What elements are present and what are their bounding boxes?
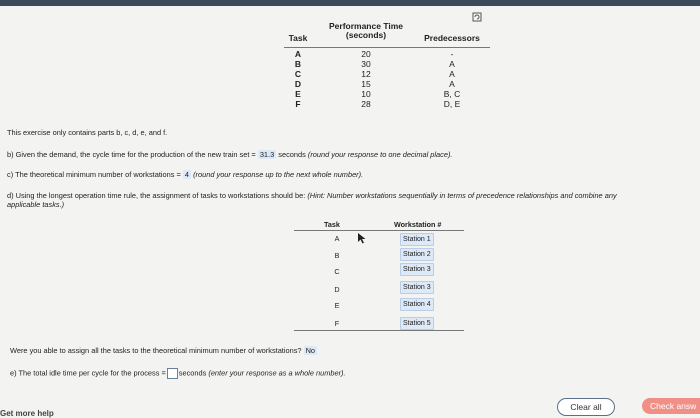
table-cell: D (294, 79, 302, 89)
table-cell: A (449, 69, 455, 79)
table-cell: B (294, 59, 302, 69)
station-select[interactable]: Station 5 (400, 317, 434, 330)
part-c: c) The theoretical minimum number of workstations = 4 (round your response up to the next whole number). (7, 170, 364, 179)
table-cell: 12 (361, 69, 371, 79)
header-rule (284, 47, 490, 48)
part-d: d) Using the longest operation time rule, the assignment of tasks to workstations should be: (Hint: Number workstations sequentially in terms of precedence relationships and combine any (7, 191, 617, 200)
time-column (324, 49, 408, 109)
station-select[interactable]: Station 1 (400, 233, 434, 246)
task-cell: F (334, 319, 340, 328)
min-workstations-answer[interactable]: 4 (184, 170, 190, 179)
idle-time-input[interactable] (167, 368, 178, 379)
workstation-header: Workstation # (394, 220, 442, 229)
task-cell: E (334, 301, 340, 310)
mouse-cursor-icon (357, 232, 367, 244)
top-bar (0, 0, 700, 6)
table-cell: D, E (443, 99, 461, 109)
station-select[interactable]: Station 3 (400, 281, 434, 294)
station-select[interactable]: Station 3 (400, 263, 434, 276)
table-cell: 28 (361, 99, 371, 109)
table-cell: A (449, 59, 455, 69)
table-cell: C (294, 69, 302, 79)
table-cell: E (295, 89, 301, 99)
table-cell: - (450, 49, 454, 59)
part-b: b) Given the demand, the cycle time for the production of the new train set = 31.3 seconds (round your response to one decimal place). (7, 150, 453, 159)
time-header: Performance Time (seconds) (328, 21, 403, 40)
task-header: Task (324, 220, 340, 229)
part-e: e) The total idle time per cycle for the process = seconds (enter your response as a whole number). (10, 368, 346, 378)
task-header: Task (288, 33, 308, 43)
task-cell: B (334, 251, 340, 260)
predecessor-column (414, 49, 490, 109)
assign-answer-select[interactable]: No (305, 346, 316, 355)
table-cell: 15 (361, 79, 371, 89)
part-d-line2: applicable tasks.) (7, 200, 65, 209)
station-select[interactable]: Station 4 (400, 298, 434, 311)
task-cell: D (334, 285, 340, 294)
table-cell: 30 (361, 59, 371, 69)
table-cell: 20 (361, 49, 371, 59)
table-bottom-rule (294, 330, 464, 331)
table-cell: 10 (361, 89, 371, 99)
table-cell: A (294, 49, 302, 59)
predecessor-header: Predecessors (424, 33, 480, 43)
get-more-help-link[interactable]: Get more help (0, 409, 54, 418)
task-column (284, 49, 312, 109)
task-cell: C (334, 267, 340, 276)
cycle-time-answer[interactable]: 31.3 (259, 150, 275, 159)
assign-question: Were you able to assign all the tasks to the theoretical minimum number of workstations? No (10, 346, 316, 355)
intro-text: This exercise only contains parts b, c, d, e, and f. (7, 128, 168, 137)
refresh-icon[interactable] (472, 12, 482, 22)
table-cell: F (295, 99, 301, 109)
check-answer-button[interactable]: Check answ (642, 398, 700, 414)
clear-all-button[interactable]: Clear all (557, 398, 615, 416)
header-rule (294, 230, 464, 231)
table-cell: A (449, 79, 455, 89)
task-cell: A (334, 234, 340, 243)
table-cell: B, C (443, 89, 461, 99)
station-select[interactable]: Station 2 (400, 248, 434, 261)
